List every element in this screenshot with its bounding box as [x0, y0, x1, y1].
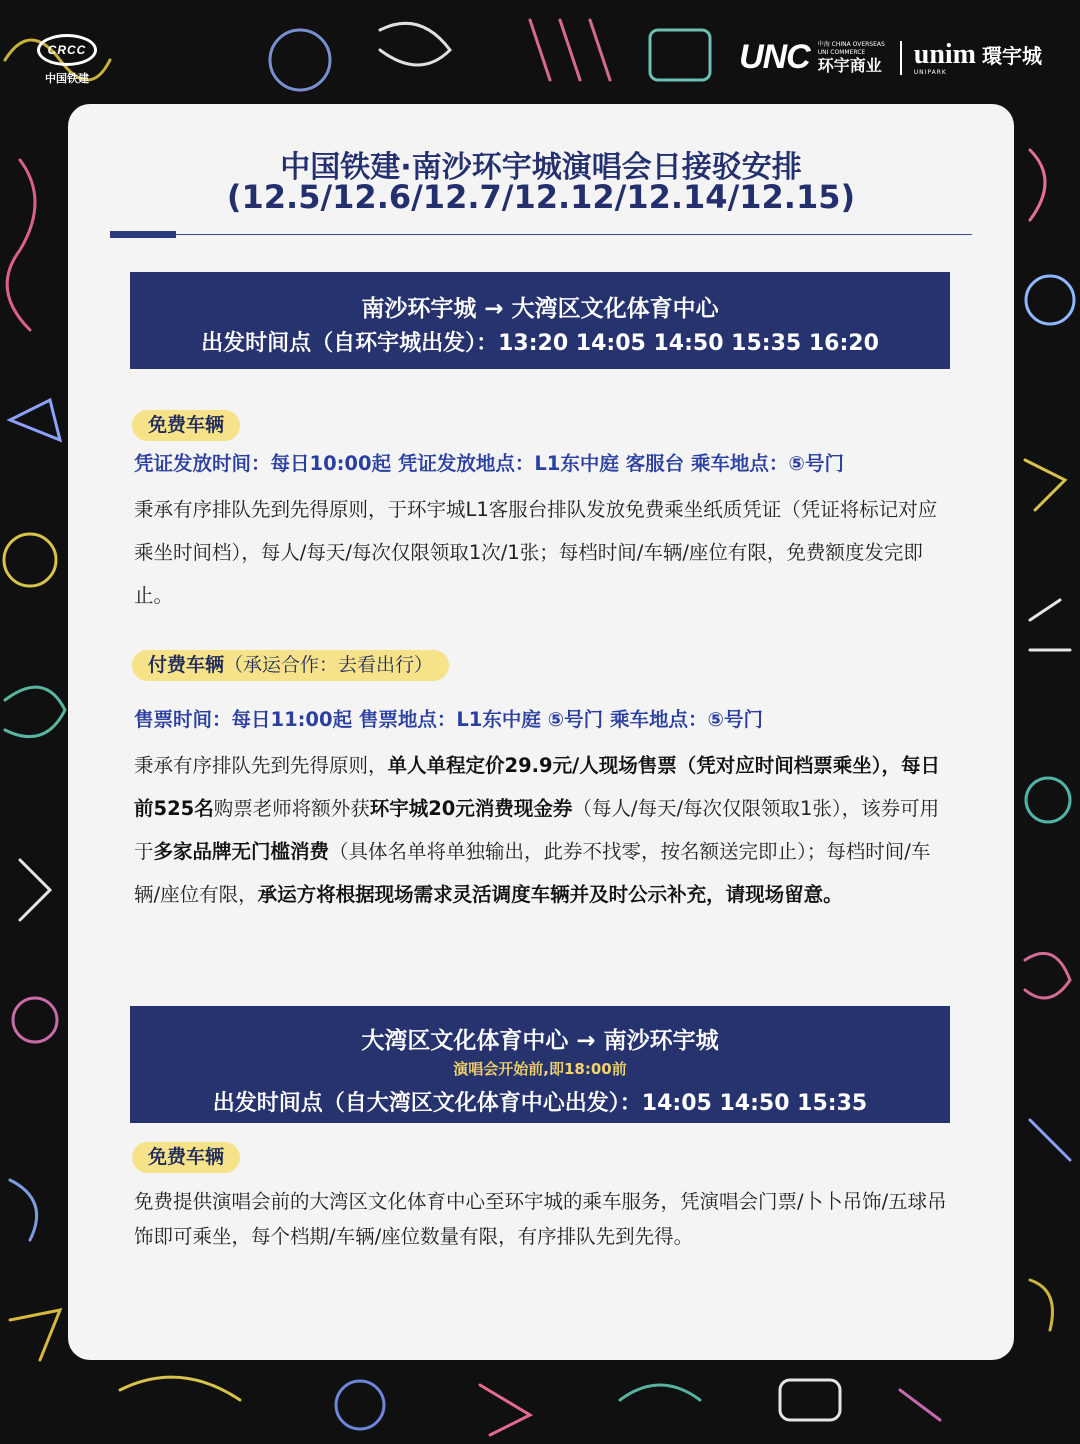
title-divider-accent [110, 231, 176, 238]
route-outbound-title: 南沙环宇城 → 大湾区文化体育中心 [361, 296, 719, 322]
paid-text-1: 秉承有序排队先到先得原则， [134, 754, 388, 777]
route-outbound-times: 出发时间点（自环宇城出发）：13:20 14:05 14:50 15:35 16:20 [201, 331, 879, 356]
paid-text-3: 购票老师将额外获 [213, 797, 370, 820]
unc-logo-name: 环宇商业 [817, 55, 882, 75]
unim-logo-word: unim [913, 39, 976, 70]
free-vehicle-info: 凭证发放时间：每日10:00起 凭证发放地点：L1东中庭 客服台 乘车地点：⑤号门 [134, 452, 844, 475]
paid-price-text: 单人单程定价29.9元/人现场售票（凭对应时间档票乘坐），每日前525名 [134, 754, 941, 820]
paid-vehicle-info: 售票时间：每日11:00起 售票地点：L1东中庭 ⑤号门 乘车地点：⑤号门 [134, 708, 763, 731]
crcc-logo-mark: CRCC [37, 34, 97, 66]
paid-text-5: （每人/每天/每次仅限领取1张），该券可用于 [134, 797, 940, 863]
free-return-description: 免费提供演唱会前的大湾区文化体育中心至环宇城的乘车服务，凭演唱会门票/卜卜吊饰/五球吊饰即可乘坐，每个档期/车辆/座位数量有限，有序排队先到先得。 [134, 1190, 947, 1248]
paid-vehicle-description [134, 744, 956, 916]
paid-text-7: （具体名单将单独输出，此券不找零，按名额送完即止）；每档时间/车辆/座位有限， [134, 840, 931, 906]
unc-logo-text [818, 41, 888, 75]
logo-divider [900, 41, 902, 75]
schedule-card [68, 104, 1014, 1360]
free-vehicle-badge: 免费车辆 [132, 410, 240, 441]
page-title-dates: (12.5/12.6/12.7/12.12/12.14/12.15) [226, 178, 856, 216]
page-title: 中国铁建·南沙环宇城演唱会日接驳安排 [280, 150, 802, 185]
route-return-times: 出发时间点（自大湾区文化体育中心出发）：14:05 14:50 15:35 [212, 1091, 868, 1116]
free-return-badge: 免费车辆 [132, 1142, 240, 1173]
paid-vehicle-label: 付费车辆 [148, 654, 225, 676]
unc-logo-small: 中海 CHINA OVERSEAS UNI COMMERCE [817, 40, 885, 56]
paid-brands-text: 多家品牌无门槛消费 [153, 840, 330, 863]
route-banner-outbound [130, 272, 950, 369]
route-return-note: 演唱会开始前,即18:00前 [453, 1060, 627, 1078]
unim-logo-cn: 環宇城 [982, 44, 1042, 68]
title-divider [110, 234, 972, 235]
unim-logo [914, 39, 1042, 76]
crcc-logo [32, 34, 102, 86]
paid-dispatch-text: 承运方将根据现场需求灵活调度车辆并及时公示补充，请现场留意。 [257, 883, 843, 906]
free-vehicle-description: 秉承有序排队先到先得原则，于环宇城L1客服台排队发放免费乘坐纸质凭证（凭证将标记对应乘坐时间档），每人/每天/每次仅限领取1次/1张；每档时间/车辆/座位有限，免费额度发完即止。 [134, 498, 938, 607]
unc-unim-logos [739, 38, 1042, 77]
unc-logo: UNC [739, 38, 810, 76]
crcc-logo-caption: 中国铁建 [45, 72, 89, 85]
paid-coupon-text: 环宇城20元消费现金券 [369, 797, 573, 820]
paid-vehicle-partner: （承运合作：去看出行） [224, 654, 434, 676]
route-return-title: 大湾区文化体育中心 → 南沙环宇城 [361, 1028, 719, 1054]
route-banner-return [130, 1006, 950, 1123]
unim-logo-sub: UNIPARK [913, 69, 947, 76]
paid-vehicle-badge [132, 650, 449, 681]
